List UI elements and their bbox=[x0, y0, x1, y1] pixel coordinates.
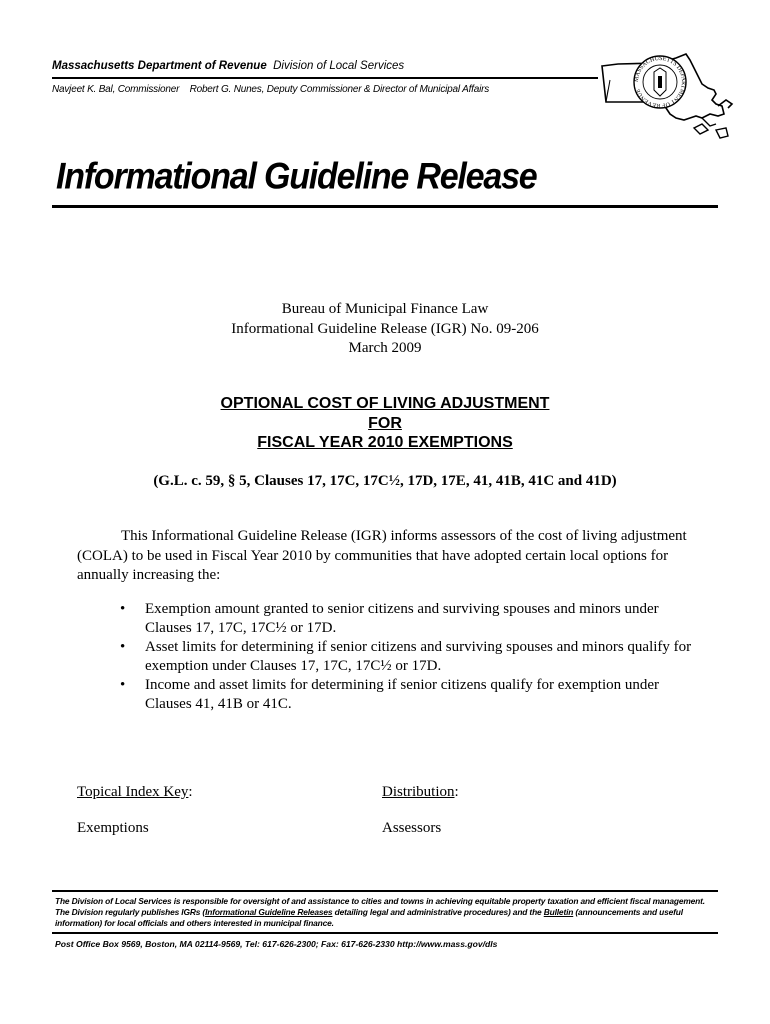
distribution-value: Assessors bbox=[382, 820, 442, 836]
footer-bottom-rule bbox=[52, 932, 718, 934]
caption-line-3: FISCAL YEAR 2010 EXEMPTIONS bbox=[257, 434, 513, 451]
release-number: Informational Guideline Release (IGR) No. 09-206 bbox=[231, 320, 539, 337]
topical-index-label: Topical Index Key: bbox=[77, 784, 193, 800]
release-date: March 2009 bbox=[348, 340, 422, 356]
officials-line bbox=[52, 84, 489, 95]
division-name: Division of Local Services bbox=[273, 60, 405, 72]
bullet-list bbox=[118, 600, 708, 714]
massachusetts-map-seal-logo bbox=[598, 44, 738, 144]
list-item: • Income and asset limits for determining if senior citizens qualify for exemption under Clauses 41, 41B or 41C. bbox=[120, 677, 660, 712]
footer-description: The Division of Local Services is responsible for oversight of and assistance to cities and towns in achieving equitable property taxation and efficient fiscal management. The Division regularly publishes IGRs (Informational Guideline Releases detailing legal and administrative procedures) and the Bulletin (announcements and useful information) for local officials and others interested in municipal finance. bbox=[55, 896, 705, 929]
release-info bbox=[0, 300, 770, 359]
header-divider bbox=[52, 77, 598, 79]
igr-link[interactable]: Informational Guideline Releases bbox=[205, 907, 333, 918]
release-caption bbox=[0, 394, 770, 453]
intro-paragraph: This Informational Guideline Release (IGR) informs assessors of the cost of living adjustment (COLA) to be used in Fiscal Year 2010 by communities that have adopted certain local options for annually increasing the: bbox=[77, 528, 687, 583]
bullet-icon: • bbox=[120, 677, 126, 693]
caption-line-2: FOR bbox=[368, 414, 402, 432]
deputy-commissioner: Robert G. Nunes, Deputy Commissioner & Director of Municipal Affairs bbox=[189, 84, 490, 95]
topical-index-value: Exemptions bbox=[77, 820, 149, 836]
title-rule bbox=[52, 205, 718, 208]
department-header bbox=[52, 60, 404, 72]
caption-line-1: OPTIONAL COST OF LIVING ADJUSTMENT bbox=[220, 395, 550, 412]
bullet-icon: • bbox=[120, 601, 126, 617]
list-item: • Asset limits for determining if senior citizens and surviving spouses and minors qualify for exemption under Clauses 17, 17C, 17C½ or 17D. bbox=[120, 639, 692, 674]
seal-text: MASSACHUSETTS DEPARTMENT OF REVENUE bbox=[633, 55, 687, 109]
bullet-icon: • bbox=[120, 639, 126, 655]
bureau-name: Bureau of Municipal Finance Law bbox=[281, 301, 489, 317]
list-item: • Exemption amount granted to senior citizens and surviving spouses and minors under Clauses 17, 17C, 17C½ or 17D. bbox=[120, 601, 659, 636]
document-title: Informational Guideline Release bbox=[56, 156, 537, 198]
distribution-label: Distribution: bbox=[382, 784, 459, 800]
statute-citation: (G.L. c. 59, § 5, Clauses 17, 17C, 17C½, 17D, 17E, 41, 41B, 41C and 41D) bbox=[153, 473, 617, 489]
bulletin-link[interactable]: Bulletin bbox=[543, 907, 574, 918]
footer-top-rule bbox=[52, 890, 718, 892]
commissioner: Navjeet K. Bal, Commissioner bbox=[52, 84, 180, 95]
department-name: Massachusetts Department of Revenue bbox=[52, 60, 267, 72]
contact-address: Post Office Box 9569, Boston, MA 02114-9569, Tel: 617-626-2300; Fax: 617-626-2330 http://www.mass.gov/dls bbox=[55, 939, 498, 949]
